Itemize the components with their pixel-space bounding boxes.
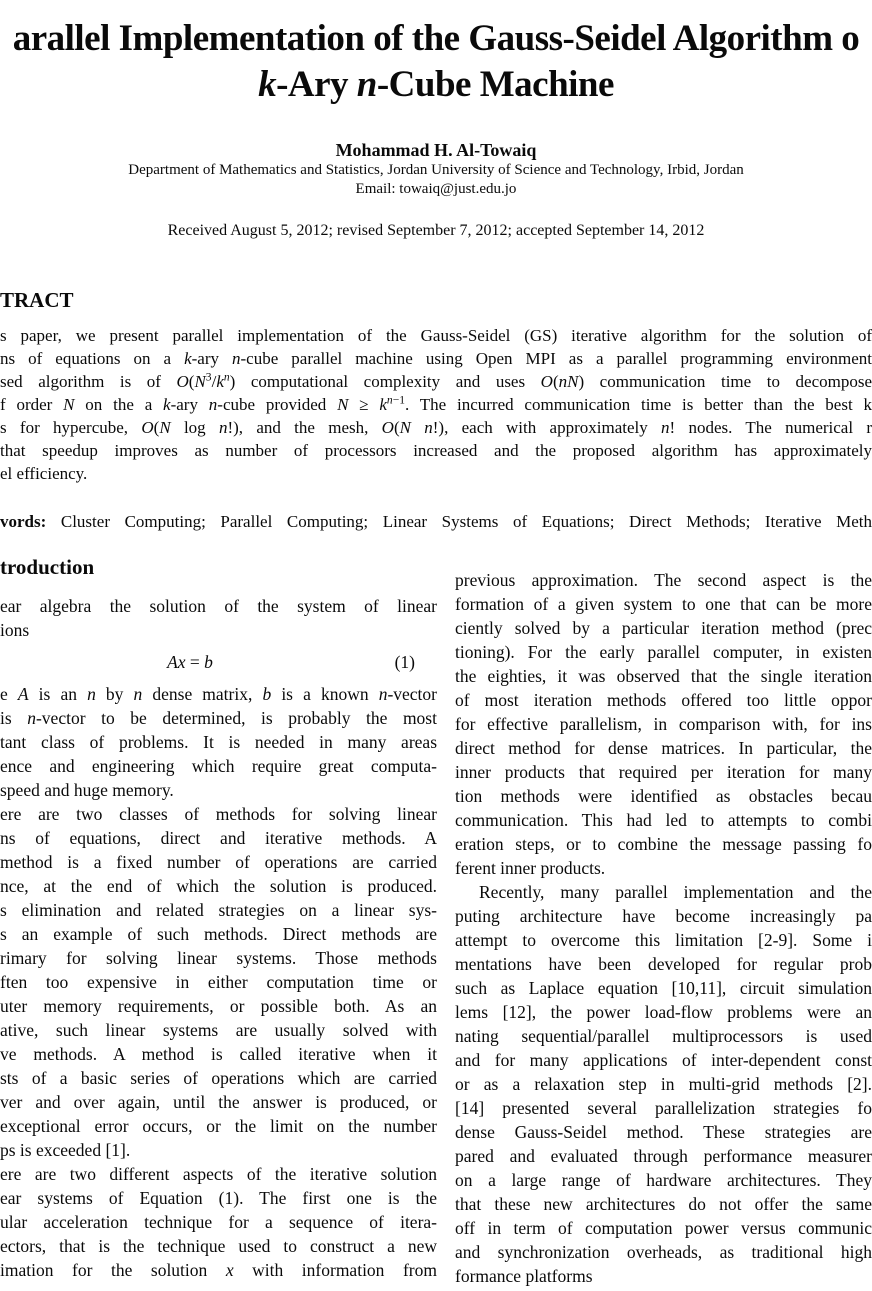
text-line: nce, at the end of which the solution is produced. (0, 876, 437, 896)
text-line: puting architecture have become increasingly pa (455, 906, 872, 926)
text-line: is n-vector to be determined, is probably the most (0, 708, 437, 728)
received-dates: Received August 5, 2012; revised September 7, 2012; accepted September 14, 2012 (167, 222, 705, 239)
text-line: ve methods. A method is called iterative when it (0, 1044, 437, 1064)
keywords-text: Cluster Computing; Parallel Computing; Linear Systems of Equations; Direct Methods; Iterative Meth (60, 512, 872, 531)
text-line: ns of equations, direct and iterative methods. A (0, 828, 437, 848)
left-column (0, 555, 437, 1282)
text-line: ative, such linear systems are usually solved with (0, 1020, 437, 1040)
text-line: such as Laplace equation [10,11], circuit simulation (455, 978, 872, 998)
text-line: f order N on the a k-ary n-cube provided $N \ge k^{n-1}$. The incurred communication time is better than the best k (0, 393, 872, 414)
text-line: formation of a given system to one that can be more (455, 594, 872, 614)
text-line: ferent inner products. (455, 858, 606, 878)
text-line: that speedup improves as number of processors increased and the proposed algorithm has approximately (0, 441, 872, 460)
email-line: Email: towaiq@just.edu.jo (355, 181, 517, 197)
equation-row (0, 650, 437, 674)
text-line: ciently solved by a particular iteration method (prec (455, 618, 872, 638)
text-line: ions (0, 620, 30, 640)
text-line: sed algorithm is of $O(N^3/k^n)$ computational complexity and uses O(nN) communication time to decompose (0, 370, 872, 391)
paper-header (0, 16, 872, 241)
text-line: communication. This had led to attempts to combi (455, 810, 872, 830)
left-column-text (0, 594, 437, 1282)
text-line: tioning). For the early parallel computer, in existen (455, 642, 872, 662)
text-line: s for hypercube, O(N log n!), and the mesh, O(N n!), each with approximately n! nodes. The numerical r (0, 418, 872, 437)
text-line: rimary for solving linear systems. Those methods (0, 948, 437, 968)
text-line: off in term of computation power versus communic (455, 1218, 872, 1238)
text-line: e A is an n by n dense matrix, b is a known n-vector (0, 684, 437, 704)
text-line: sts of a basic series of operations which are carried (0, 1068, 437, 1088)
introduction-heading: troduction (0, 555, 95, 579)
text-line: s paper, we present parallel implementation of the Gauss-Seidel (GS) iterative algorithm for the solution of (0, 326, 872, 345)
text-line: of most iteration methods offered too little oppor (455, 690, 872, 710)
text-line: ver and over again, until the answer is produced, or (0, 1092, 437, 1112)
text-line: ps is exceeded [1]. (0, 1140, 131, 1160)
text-line: ere are two classes of methods for solving linear (0, 804, 437, 824)
text-line: lems [12], the power load-flow problems were an (455, 1002, 872, 1022)
equation-number: (1) (394, 652, 415, 672)
text-line: ear algebra the solution of the system of linear (0, 596, 437, 616)
text-line: exceptional error occurs, or the limit on the number (0, 1116, 437, 1136)
text-line: ence and engineering which require great computa- (0, 756, 437, 776)
text-line: previous approximation. The second aspect is the (455, 570, 872, 590)
text-line: direct method for dense matrices. In particular, the (455, 738, 872, 758)
text-line: the eighties, it was observed that the single iteration (455, 666, 872, 686)
text-line: tion methods were identified as obstacles becau (455, 786, 872, 806)
abstract-heading: TRACT (0, 288, 74, 312)
text-line: s elimination and related strategies on a linear sys- (0, 900, 437, 920)
text-line: pared and evaluated through performance measurer (455, 1146, 872, 1166)
text-line: inner products that required per iteration for many (455, 762, 872, 782)
text-line: imation for the solution x with information from (0, 1260, 437, 1280)
text-line: that these new architectures do not offer the same (455, 1194, 872, 1214)
text-line: uter memory requirements, or possible both. As an (0, 996, 437, 1016)
text-line: ular acceleration technique for a sequence of itera- (0, 1212, 437, 1232)
text-line: method is a fixed number of operations are carried (0, 852, 437, 872)
paper-page (0, 16, 872, 1291)
text-line: nating sequential/parallel multiprocessors is used (455, 1026, 872, 1046)
text-line: or as a relaxation step in multi-grid methods [2]. (455, 1074, 872, 1094)
text-line: formance platforms (455, 1266, 593, 1286)
paper-title-line2: k-Ary n-Cube Machine (258, 64, 614, 105)
right-column-text (455, 568, 872, 1288)
text-line: ns of equations on a k-ary n-cube parallel machine using Open MPI as a parallel programming environment (0, 349, 872, 368)
page (0, 16, 872, 1291)
text-line: on a large range of hardware architectures. They (455, 1170, 872, 1190)
text-line: el efficiency. (0, 464, 88, 483)
text-line: and for many applications of inter-dependent const (455, 1050, 872, 1070)
text-line: tant class of problems. It is needed in many areas (0, 732, 437, 752)
text-line: for effective parallelism, in comparison with, for ins (455, 714, 872, 734)
text-line: mentations have been developed for regular prob (455, 954, 872, 974)
text-line: speed and huge memory. (0, 780, 174, 800)
abstract-section (0, 288, 872, 533)
equation-body: Ax = b (167, 652, 213, 672)
keywords-line (0, 510, 872, 533)
text-line: [14] presented several parallelization strategies fo (455, 1098, 872, 1118)
text-line: ectors, that is the technique used to construct a new (0, 1236, 437, 1256)
text-line: ere are two different aspects of the iterative solution (0, 1164, 437, 1184)
paper-title-line1: arallel Implementation of the Gauss-Seidel Algorithm o (12, 18, 860, 59)
text-line: s an example of such methods. Direct methods are (0, 924, 437, 944)
text-line: attempt to overcome this limitation [2-9]. Some i (455, 930, 872, 950)
affiliation: Department of Mathematics and Statistics, Jordan University of Science and Technology, Irbid, Jordan (128, 162, 744, 178)
text-line: Recently, many parallel implementation and the (479, 882, 872, 902)
text-line: ften too expensive in either computation time or (0, 972, 437, 992)
author-name: Mohammad H. Al-Towaiq (335, 140, 537, 160)
two-column-body (0, 555, 872, 1288)
text-line: ear systems of Equation (1). The first one is the (0, 1188, 437, 1208)
text-line: and synchronization overheads, as traditional high (455, 1242, 872, 1262)
right-column (455, 555, 872, 1288)
abstract-text (0, 324, 872, 485)
text-line: dense Gauss-Seidel method. These strategies are (455, 1122, 872, 1142)
text-line: eration steps, or to combine the message passing fo (455, 834, 872, 854)
keywords-label: vords: (0, 512, 47, 531)
